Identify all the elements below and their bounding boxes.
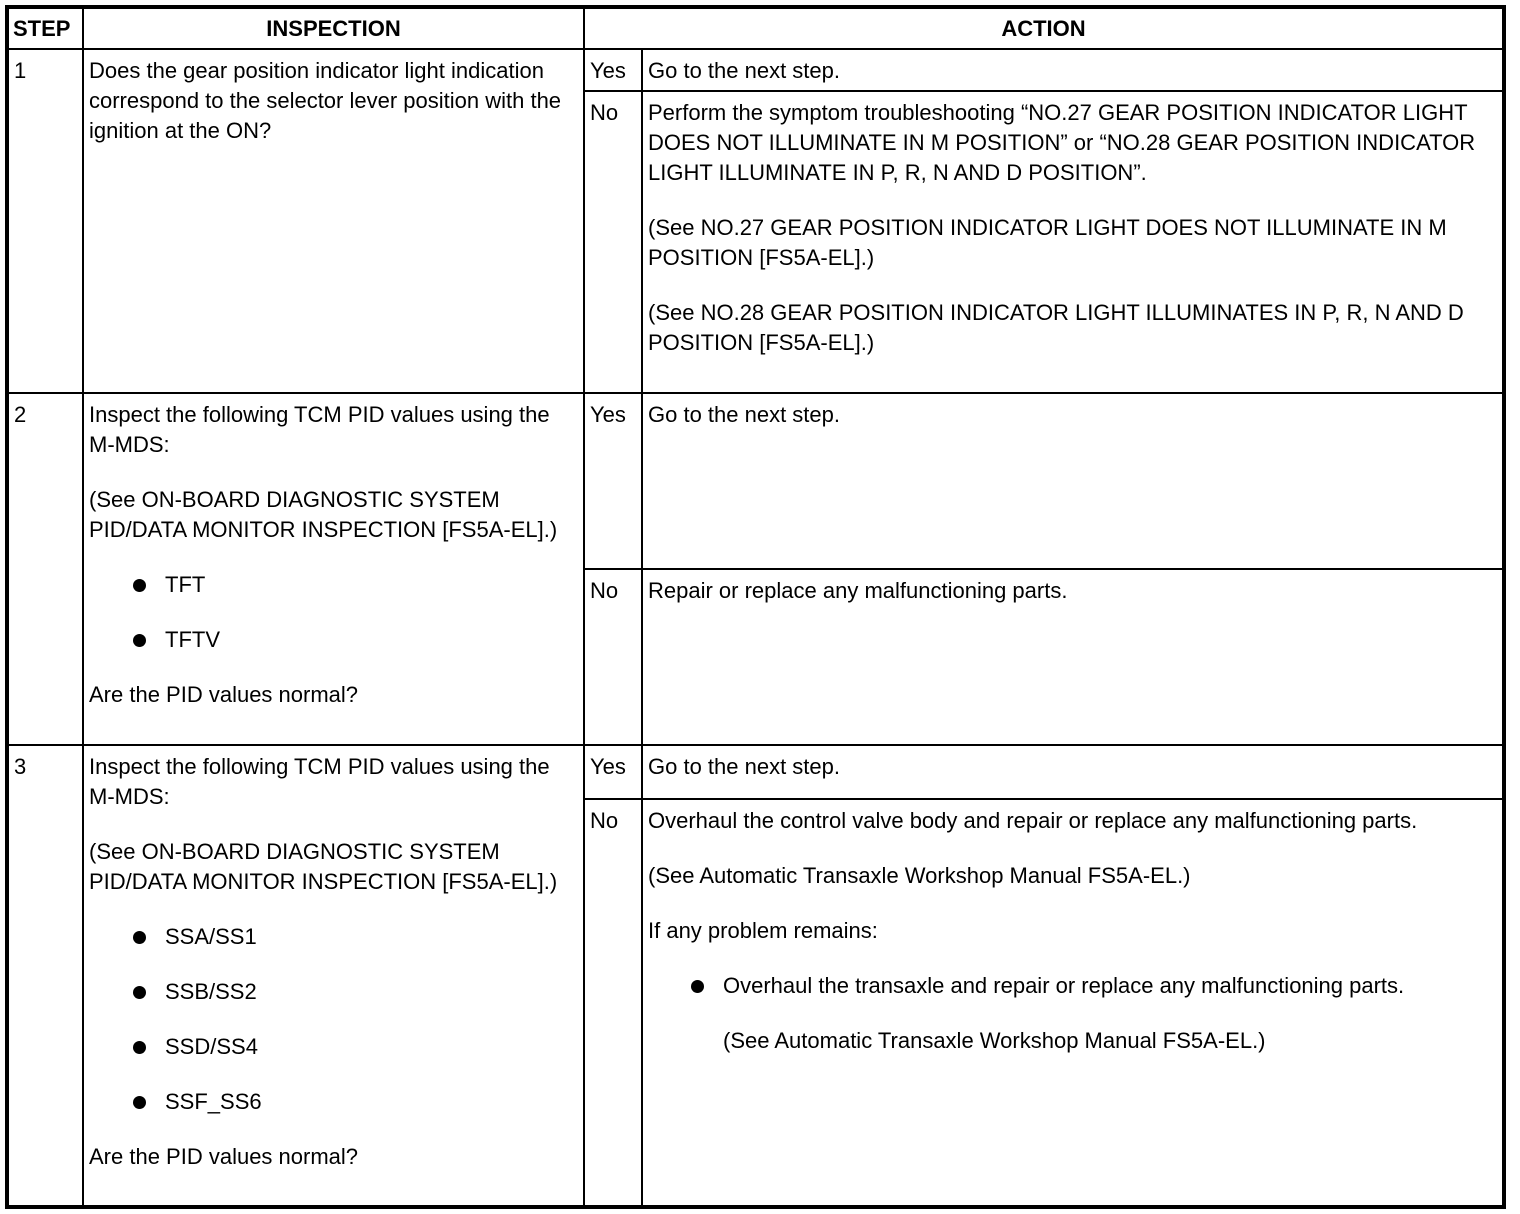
step-2-yes-row — [7, 393, 1504, 569]
step-1-yes-row — [7, 49, 1504, 91]
inspection-header: INSPECTION — [83, 7, 584, 49]
no-label: No — [584, 91, 642, 393]
inspection-intro: Inspect the following TCM PID values using the M-MDS: — [89, 402, 550, 457]
step-number: 3 — [7, 745, 83, 1207]
reference-link: (See NO.28 GEAR POSITION INDICATOR LIGHT ILLUMINATES IN P, R, N AND D POSITION [FS5A-EL].) — [648, 300, 1464, 355]
header-row — [7, 7, 1504, 49]
step-header: STEP — [7, 7, 83, 49]
reference-link: (See Automatic Transaxle Workshop Manual FS5A-EL.) — [648, 863, 1191, 888]
reference-link: (See Automatic Transaxle Workshop Manual FS5A-EL.) — [723, 1028, 1266, 1053]
yes-action: Go to the next step. — [642, 745, 1504, 799]
reference-link: (See ON-BOARD DIAGNOSTIC SYSTEM PID/DATA MONITOR INSPECTION [FS5A-EL].) — [89, 487, 558, 542]
no-label: No — [584, 569, 642, 745]
step-3-yes-row — [7, 745, 1504, 799]
bullet-text: Overhaul the transaxle and repair or replace any malfunctioning parts. — [723, 973, 1405, 998]
pid-item: SSF_SS6 — [89, 1087, 577, 1117]
action-bullet — [648, 971, 1496, 1056]
bullet-icon — [133, 931, 146, 944]
step-2-inspection — [83, 393, 584, 745]
yes-label: Yes — [584, 393, 642, 569]
step-1-no-action — [642, 91, 1504, 393]
step-number: 2 — [7, 393, 83, 745]
bullet-icon — [133, 579, 146, 592]
no-action: Repair or replace any malfunctioning parts. — [642, 569, 1504, 745]
inspection-question: Are the PID values normal? — [89, 1144, 359, 1169]
inspection-text: Does the gear position indicator light indication correspond to the selector lever position with the ignition at the ON? — [89, 58, 562, 143]
bullet-icon — [133, 986, 146, 999]
yes-action: Go to the next step. — [642, 49, 1504, 91]
pid-item: SSA/SS1 — [89, 922, 577, 952]
step-3-inspection — [83, 745, 584, 1207]
action-header: ACTION — [584, 7, 1504, 49]
action-text: If any problem remains: — [648, 918, 878, 943]
reference-link: (See ON-BOARD DIAGNOSTIC SYSTEM PID/DATA MONITOR INSPECTION [FS5A-EL].) — [89, 839, 558, 894]
step-1-inspection — [83, 49, 584, 393]
bullet-icon — [133, 1096, 146, 1109]
yes-action: Go to the next step. — [642, 393, 1504, 569]
action-text: Overhaul the control valve body and repair or replace any malfunctioning parts. — [648, 808, 1418, 833]
inspection-question: Are the PID values normal? — [89, 682, 359, 707]
pid-item: TFT — [89, 570, 577, 600]
no-label: No — [584, 799, 642, 1207]
pid-item: SSD/SS4 — [89, 1032, 577, 1062]
bullet-icon — [133, 1041, 146, 1054]
inspection-intro: Inspect the following TCM PID values using the M-MDS: — [89, 754, 550, 809]
yes-label: Yes — [584, 745, 642, 799]
bullet-icon — [691, 980, 704, 993]
step-number: 1 — [7, 49, 83, 393]
reference-link: (See NO.27 GEAR POSITION INDICATOR LIGHT DOES NOT ILLUMINATE IN M POSITION [FS5A-EL].) — [648, 215, 1447, 270]
bullet-icon — [133, 634, 146, 647]
pid-item: SSB/SS2 — [89, 977, 577, 1007]
action-text: Perform the symptom troubleshooting “NO.27 GEAR POSITION INDICATOR LIGHT DOES NOT ILLUMINATE IN M POSITION” or “NO.28 GEAR POSITION INDICATOR LIGHT ILLUMINATE IN P, R, N AND D POSITION”. — [648, 100, 1476, 185]
yes-label: Yes — [584, 49, 642, 91]
troubleshooting-table — [5, 5, 1506, 1209]
step-3-no-action — [642, 799, 1504, 1207]
pid-item: TFTV — [89, 625, 577, 655]
